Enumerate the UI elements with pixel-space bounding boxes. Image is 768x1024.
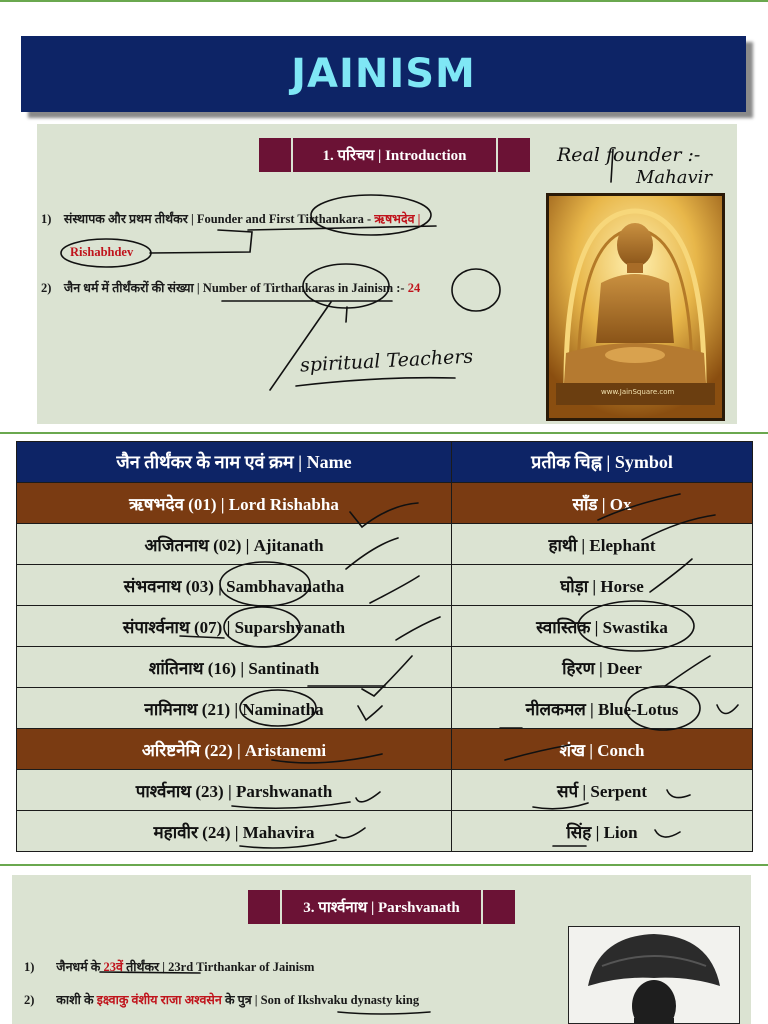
table-row (17, 647, 753, 688)
item-number: 1) (24, 960, 35, 974)
table-header-row (17, 442, 753, 483)
table-row (17, 565, 753, 606)
tirthankara-name-cell: नामिनाथ (21) | Naminatha (17, 688, 452, 729)
table-row (17, 811, 753, 852)
item-answer-hindi: ऋषभदेव | (374, 212, 421, 226)
tirthankara-symbol-cell: सिंह | Lion (452, 811, 753, 852)
tirthankara-name-cell: ऋषभदेव (01) | Lord Rishabha (17, 483, 452, 524)
item-answer: 24 (407, 281, 421, 295)
tirthankara-symbol-cell: सर्प | Serpent (452, 770, 753, 811)
page-border-top (0, 0, 768, 2)
parshvanath-item-1 (24, 958, 314, 975)
page-title: JAINISM (291, 51, 476, 97)
table-row (17, 770, 753, 811)
item-text: तीर्थंकर | 23rd Tirthankar of Jainism (122, 960, 315, 974)
item-text: के पुत्र | Son of Ikshvaku dynasty king (221, 993, 420, 1007)
tirthankara-name-cell: अजितनाथ (02) | Ajitanath (17, 524, 452, 565)
handwritten-note-spiritual-teachers: spiritual Teachers (299, 345, 474, 377)
item-text: संस्थापक और प्रथम तीर्थंकर | Founder and First Tirthankara - (63, 212, 372, 226)
column-header-name: जैन तीर्थंकर के नाम एवं क्रम | Name (17, 442, 452, 483)
tirthankara-table (16, 441, 753, 852)
intro-answer-rishabhdev: Rishabhdev (70, 245, 134, 259)
table-row (17, 729, 753, 770)
item-number: 1) (41, 212, 52, 226)
item-highlight: 23वें (103, 960, 123, 974)
parshvanath-statue-image (568, 926, 740, 1024)
image-watermark: www.JainSquare.com (601, 388, 675, 396)
parshvanath-item-2 (24, 991, 419, 1008)
item-text: काशी के (56, 993, 97, 1007)
section-heading-parshvanath (248, 890, 515, 924)
intro-item-1 (41, 210, 420, 227)
item-highlight: इक्ष्वाकु वंशीय राजा अश्वसेन (96, 993, 222, 1007)
tirthankara-name-cell: संपार्श्वनाथ (07) | Suparshvanath (17, 606, 452, 647)
tirthankara-symbol-cell: हाथी | Elephant (452, 524, 753, 565)
section-heading-text: 3. पार्श्वनाथ | Parshvanath (303, 900, 460, 916)
item-text: जैन धर्म में तीर्थंकरों की संख्या | Number of Tirthankaras in Jainism :- (63, 281, 405, 295)
intro-item-2 (41, 279, 420, 296)
tirthankara-name-cell: शांतिनाथ (16) | Santinath (17, 647, 452, 688)
section-heading-text: 1. परिचय | Introduction (322, 148, 467, 164)
tirthankara-symbol-cell: घोड़ा | Horse (452, 565, 753, 606)
handwritten-note-founder: Real founder :- (557, 144, 701, 166)
page-separator (0, 432, 768, 434)
handwritten-note-mahavir: Mahavir (636, 167, 713, 188)
tirthankara-symbol-cell: हिरण | Deer (452, 647, 753, 688)
tirthankara-symbol-cell: शंख | Conch (452, 729, 753, 770)
page-separator (0, 864, 768, 866)
tirthankara-name-cell: पार्श्वनाथ (23) | Parshwanath (17, 770, 452, 811)
tirthankara-symbol-cell: नीलकमल | Blue-Lotus (452, 688, 753, 729)
tirthankara-symbol-cell: स्वास्तिक | Swastika (452, 606, 753, 647)
tirthankara-name-cell: संभवनाथ (03) | Sambhavanatha (17, 565, 452, 606)
rishabhdev-statue-image (546, 193, 725, 421)
table-row (17, 483, 753, 524)
column-header-symbol: प्रतीक चिह्न | Symbol (452, 442, 753, 483)
tirthankara-symbol-cell: साँड | Ox (452, 483, 753, 524)
item-number: 2) (24, 993, 35, 1007)
tirthankara-name-cell: महावीर (24) | Mahavira (17, 811, 452, 852)
section-heading-introduction (259, 138, 530, 172)
table-row (17, 688, 753, 729)
item-number: 2) (41, 281, 52, 295)
tirthankara-name-cell: अरिष्टनेमि (22) | Aristanemi (17, 729, 452, 770)
title-banner (21, 36, 746, 112)
table-row (17, 524, 753, 565)
item-text: जैनधर्म के (56, 960, 104, 974)
table-row (17, 606, 753, 647)
